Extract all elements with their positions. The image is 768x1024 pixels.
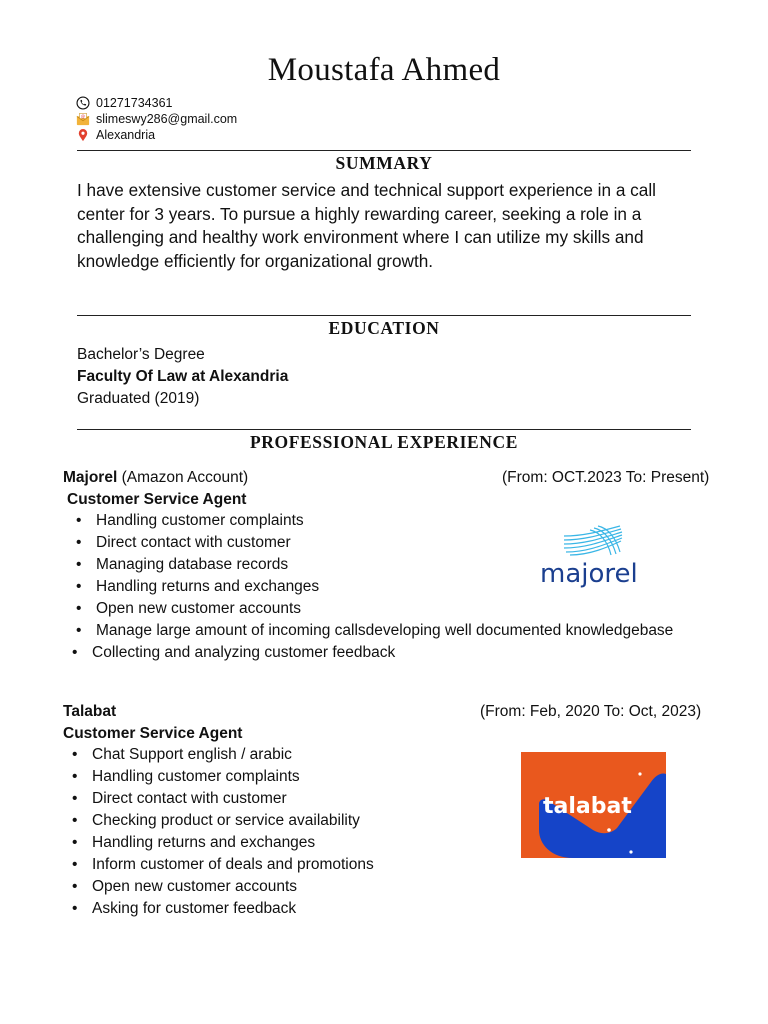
list-item: • Checking product or service availability (92, 810, 374, 832)
divider (77, 429, 691, 430)
divider (77, 315, 691, 316)
education-faculty: Faculty Of Law at Alexandria (77, 368, 289, 385)
job-account: (Amazon Account) (117, 469, 249, 486)
location-text: Alexandria (96, 128, 156, 142)
email-text: slimeswy286@gmail.com (96, 112, 238, 126)
majorel-logo-text: majorel (540, 559, 638, 588)
list-item: • Handling returns and exchanges (96, 576, 673, 598)
job-role: Customer Service Agent (67, 491, 247, 508)
job-company-line (63, 469, 248, 487)
list-item: • Handling customer complaints (96, 510, 673, 532)
list-item: • Direct contact with customer (92, 788, 374, 810)
email-icon (76, 112, 90, 126)
contact-phone (76, 96, 172, 110)
job-duties-list (92, 744, 374, 920)
list-item: • Managing database records (96, 554, 673, 576)
talabat-logo (521, 752, 666, 858)
phone-icon (76, 96, 90, 110)
contact-email (76, 112, 237, 126)
job-role: Customer Service Agent (63, 725, 243, 742)
job-period: (From: OCT.2023 To: Present) (502, 469, 710, 486)
divider (77, 150, 691, 151)
contact-location (76, 128, 155, 142)
list-item: • Chat Support english / arabic (92, 744, 374, 766)
resume-name: Moustafa Ahmed (267, 52, 501, 88)
location-pin-icon (76, 128, 90, 142)
job-company: Talabat (63, 703, 117, 720)
list-item: • Open new customer accounts (96, 598, 673, 620)
svg-text:@: @ (81, 113, 85, 119)
experience-heading: PROFESSIONAL EXPERIENCE (249, 432, 519, 452)
education-heading: EDUCATION (328, 318, 440, 338)
job-period: (From: Feb, 2020 To: Oct, 2023) (480, 703, 702, 720)
summary-text: I have extensive customer service and technical support experience in a call center for 3 years. To pursue a highly rewarding career, seeking a role in a challenging and healthy work environment where I can utilize my skills and knowledge efficiently for organizational growth. (77, 180, 656, 271)
talabat-logo-text: talabat (543, 794, 632, 819)
phone-text: 01271734361 (96, 96, 173, 110)
list-item: • Handling customer complaints (92, 766, 374, 788)
list-item: • Manage large amount of incoming callsdeveloping well documented knowledgebase (96, 620, 673, 642)
list-item: • Direct contact with customer (96, 532, 673, 554)
summary-heading: SUMMARY (335, 153, 433, 173)
list-item: • Inform customer of deals and promotions (92, 854, 374, 876)
list-item: • Handling returns and exchanges (92, 832, 374, 854)
education-graduated: Graduated (2019) (77, 390, 200, 407)
list-item: • Collecting and analyzing customer feedback (92, 642, 669, 664)
list-item: • Asking for customer feedback (92, 898, 374, 920)
job-company: Majorel (63, 469, 118, 486)
list-item: • Open new customer accounts (92, 876, 374, 898)
majorel-logo (538, 522, 642, 588)
education-degree: Bachelor’s Degree (77, 346, 205, 363)
